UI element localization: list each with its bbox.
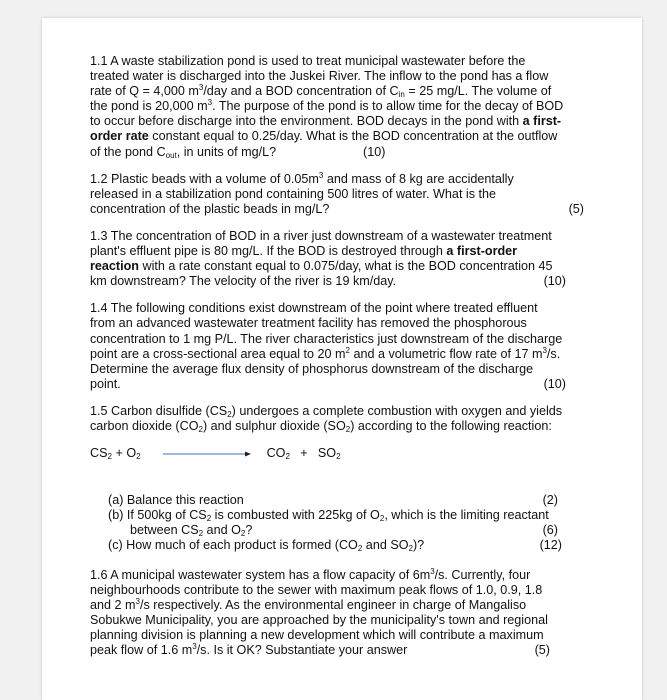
q1-6-line-4: Sobukwe Municipality, you are approached by the municipality's town and regional <box>90 612 548 627</box>
part-c-text-b: and SO <box>362 538 409 553</box>
q1-1-line-7 <box>90 145 584 160</box>
q1-3-line-3 <box>90 259 584 274</box>
part-c-text-a: (c) How much of each product is formed (CO <box>108 538 358 553</box>
reactant-cs2 <box>90 446 112 461</box>
question-1-2 <box>90 172 584 217</box>
part-a-text: (a) Balance this reaction <box>108 493 244 508</box>
q1-5-line-2a: carbon dioxide (CO <box>90 418 199 433</box>
part-c-text-c: )? <box>412 538 425 553</box>
question-1-3 <box>90 229 584 289</box>
part-b-text-c: , which is the limiting reactant <box>384 508 549 523</box>
q1-4-line-4-sup2: 3 <box>542 345 547 355</box>
reactant-2-symbol: O <box>126 446 137 461</box>
q1-4-line-6-text: point. <box>90 376 121 391</box>
part-b-text-b: is combusted with 225kg of O <box>211 508 380 523</box>
q1-4-line-1: 1.4 The following conditions exist downstream of the point where treated effluent <box>90 301 538 316</box>
q1-4-line-6 <box>90 377 584 392</box>
part-b-line-2-text <box>130 523 252 538</box>
q1-4-line-4 <box>90 347 584 362</box>
part-b-line-2b: and O <box>203 523 241 538</box>
q1-2-line-1 <box>90 172 584 187</box>
question-1-6 <box>90 568 584 659</box>
q1-6-line-1 <box>90 568 584 583</box>
q1-6-line-5: planning division is planning a new development which will contribute a maximum <box>90 627 544 642</box>
q1-2-marks: (5) <box>568 201 584 216</box>
part-c-sub-1: 2 <box>357 544 363 554</box>
product-1-sub: 2 <box>285 452 290 462</box>
q1-1-line-3a: rate of Q = 4,000 m <box>90 84 199 99</box>
q1-6-line-6-sup: 3 <box>192 642 197 651</box>
part-a <box>108 493 584 508</box>
part-b-line-1 <box>108 508 584 523</box>
q1-3-line-1: 1.3 The concentration of BOD in a river just downstream of a wastewater treatment <box>90 228 552 243</box>
reactant-1-sub: 2 <box>107 452 112 462</box>
q1-6-line-3a: and 2 m <box>90 597 136 612</box>
q1-1-line-6b: constant equal to 0.25/day. What is the BOD concentration at the outflow <box>148 129 558 144</box>
document-content <box>90 54 584 670</box>
q1-5-line-1a: 1.5 Carbon disulfide (CS <box>90 403 228 418</box>
part-c-sub-2: 2 <box>408 544 413 554</box>
q1-6-line-6a: peak flow of 1.6 m <box>90 643 193 657</box>
q1-3-line-2 <box>90 244 584 259</box>
part-b-line-2-sub-2: 2 <box>240 529 246 539</box>
product-2-symbol: SO <box>317 446 337 461</box>
q1-1-line-3c: = 25 mg/L. The volume of <box>404 84 552 99</box>
q1-5-line-1b: ) undergoes a complete combustion with oxygen and yields <box>231 403 563 418</box>
document-page <box>42 18 642 700</box>
q1-6-line-6-text <box>90 643 407 658</box>
part-b-line-2c: ? <box>245 523 253 538</box>
q1-6-line-1b: /s. Currently, four <box>434 567 531 582</box>
part-c-text <box>108 538 424 553</box>
q1-6-marks: (5) <box>534 643 550 657</box>
chemical-reaction <box>90 446 584 461</box>
q1-6-line-6 <box>90 643 584 658</box>
q1-1-line-4b: . The purpose of the pond is to allow time for the decay of BOD <box>212 99 564 114</box>
q1-6-line-1a: 1.6 A municipal wastewater system has a flow capacity of 6m <box>90 567 431 582</box>
q1-5-line-2c: ) according to the following reaction: <box>350 418 552 433</box>
q1-4-line-3: concentration to 1 mg P/L. The river characteristics just downstream of the discharge <box>90 331 563 346</box>
q1-1-line-1: 1.1 A waste stabilization pond is used to treat municipal wastewater before the <box>90 54 526 68</box>
q1-1-line-3-sub: in <box>398 90 405 100</box>
part-b-line-2a: between CS <box>130 523 199 538</box>
product-so2 <box>318 446 341 461</box>
q1-1-marks: (10) <box>363 144 386 159</box>
q1-3-line-2a: plant's effluent pipe is 80 mg/L. If the BOD is destroyed through <box>90 244 447 259</box>
q1-4-line-4-sup: 2 <box>345 345 350 355</box>
q1-6-line-3-sup: 3 <box>135 596 140 606</box>
q1-5-line-2 <box>90 419 584 434</box>
q1-2-line-1b: and mass of 8 kg are accidentally <box>323 171 514 186</box>
q1-3-line-2-bold: a first-order <box>446 244 518 259</box>
q1-4-marks: (10) <box>543 376 566 391</box>
q1-1-line-3 <box>90 84 584 99</box>
q1-1-line-4a: the pond is 20,000 m <box>90 99 208 114</box>
reaction-plus-1: + <box>111 446 127 461</box>
q1-6-line-1-sup: 3 <box>430 566 435 576</box>
q1-1-line-5 <box>90 114 584 129</box>
q1-3-marks: (10) <box>543 274 566 289</box>
q1-4-line-5: Determine the average flux density of phosphorus downstream of the discharge <box>90 361 534 376</box>
q1-3-line-4 <box>90 274 584 289</box>
q1-2-line-1-sup: 3 <box>318 170 324 180</box>
q1-4-line-4a: point are a cross-sectional area equal to 20 m <box>90 346 346 361</box>
part-b-line-2 <box>108 523 584 538</box>
q1-3-line-3-bold: reaction <box>90 259 139 274</box>
q1-1-line-3-sup: 3 <box>198 83 204 93</box>
reaction-plus-2: + <box>300 446 308 461</box>
part-c-marks: (12) <box>539 538 562 553</box>
product-1-symbol: CO <box>266 446 286 461</box>
q1-1-line-7b: , in units of mg/L? <box>176 144 277 159</box>
q1-1-line-5-bold: a first- <box>522 114 562 129</box>
q1-5-line-1-sub: 2 <box>227 409 232 419</box>
part-b-marks: (6) <box>542 523 558 538</box>
product-co2 <box>267 446 290 461</box>
q1-1-line-7a: of the pond C <box>90 144 166 159</box>
part-b-sub-1: 2 <box>206 514 212 524</box>
q1-3-line-4-text: km downstream? The velocity of the river is 19 km/day. <box>90 274 397 289</box>
q1-1-line-6-bold: order rate <box>90 129 149 144</box>
q1-1-line-2: treated water is discharged into the Juskei River. The inflow to the pond has a flow <box>90 69 549 84</box>
reactant-2-sub: 2 <box>136 452 141 462</box>
q1-2-line-3-text: concentration of the plastic beads in mg/L? <box>90 201 330 216</box>
q1-4-line-2: from an advanced wastewater treatment facility has removed the phosphorous <box>90 316 527 331</box>
q1-1-line-4-sup: 3 <box>207 98 213 108</box>
q1-1-line-5a: to occur before discharge into the environment. BOD decays in the pond with <box>90 114 523 129</box>
q1-1-line-6 <box>90 129 584 144</box>
q1-1-line-7-sub: out <box>165 150 177 160</box>
q1-5-line-2-sub: 2 <box>198 424 203 434</box>
q1-4-line-4c: /s. <box>546 346 561 361</box>
q1-6-line-6b: /s. Is it OK? Substantiate your answer <box>196 643 408 657</box>
q1-5-line-2b: ) and sulphur dioxide (SO <box>202 418 346 433</box>
part-b-text-a: (b) If 500kg of CS <box>108 508 207 523</box>
question-1-4 <box>90 301 584 392</box>
q1-6-line-3b: /s respectively. As the environmental engineer in charge of Mangaliso <box>139 597 527 612</box>
reactant-1-symbol: CS <box>90 446 108 461</box>
part-c <box>108 538 584 553</box>
q1-6-line-2: neighbourhoods contribute to the sewer with maximum peak flows of 1.0, 0.9, 1.8 <box>90 582 543 597</box>
q1-5-line-2-sub2: 2 <box>345 424 351 434</box>
part-b-sub-2: 2 <box>379 514 385 524</box>
q1-1-line-4 <box>90 99 584 114</box>
q1-2-line-3 <box>90 202 584 217</box>
product-2-sub: 2 <box>336 452 341 462</box>
q1-4-line-4b: and a volumetric flow rate of 17 m <box>349 346 543 361</box>
question-1-1 <box>90 54 584 160</box>
q1-5-line-1 <box>90 404 584 419</box>
q1-6-line-3 <box>90 598 584 613</box>
reactant-o2 <box>126 446 140 461</box>
reaction-arrow-icon <box>163 450 251 458</box>
q1-2-line-1a: 1.2 Plastic beads with a volume of 0.05m <box>90 171 319 186</box>
part-a-marks: (2) <box>542 493 558 508</box>
q1-3-line-3b: with a rate constant equal to 0.075/day, what is the BOD concentration 45 <box>139 259 553 274</box>
question-1-5-parts <box>108 493 584 553</box>
part-b-line-2-sub-1: 2 <box>198 529 204 539</box>
question-1-5 <box>90 404 584 554</box>
q1-2-line-2: released in a stabilization pond containing 500 litres of water. What is the <box>90 186 497 201</box>
q1-1-line-3b: /day and a BOD concentration of C <box>203 84 399 99</box>
